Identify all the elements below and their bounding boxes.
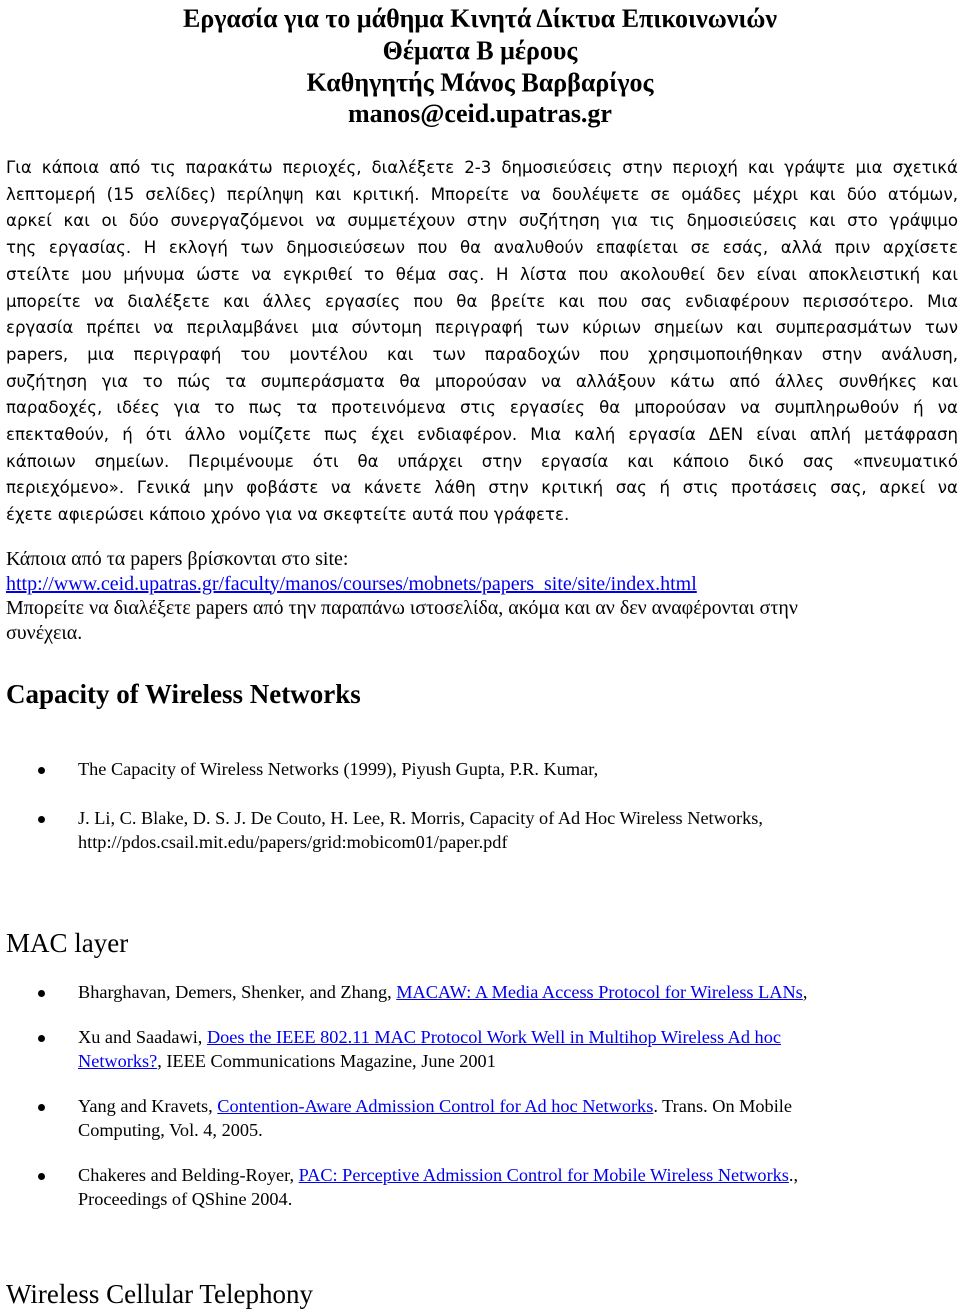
- papers-site-intro: Κάποια από τα papers βρίσκονται στο site:: [6, 548, 349, 570]
- intro-line: παραδοχές, ιδέες για το πως τα προτεινόμενα στις εργασίες θα μπορούσαν να συμπληρωθούν ή να: [6, 398, 958, 418]
- intro-line: επεκταθούν, ή ότι άλλο νομίζετε πως έχει ενδιαφέρον. Μια καλή εργασία ΔΕΝ είναι απλή μετάφραση: [6, 425, 958, 445]
- reference-authors: Yang and Kravets,: [78, 1096, 218, 1116]
- bullet-icon: [38, 767, 45, 774]
- reference-item: [78, 757, 938, 781]
- intro-line: λεπτομερή (15 σελίδες) περίληψη και κριτική. Μπορείτε να δουλέψετε σε ομάδες μέχρι και δύο ατόμων,: [6, 184, 958, 204]
- reference-suffix: , IEEE Communications Magazine, June 2001: [157, 1051, 496, 1071]
- intro-paragraph: [6, 155, 958, 529]
- reference-item: [78, 980, 938, 1004]
- bullet-icon: [38, 990, 45, 997]
- reference-text: J. Li, C. Blake, D. S. J. De Couto, H. Lee, R. Morris, Capacity of Ad Hoc Wireless Networks,: [78, 808, 763, 828]
- bullet-icon: [38, 1104, 45, 1111]
- reference-link-ieee80211[interactable]: Does the IEEE 802.11 MAC Protocol Work Well in Multihop Wireless Ad hoc: [206, 1027, 781, 1047]
- reference-url: http://pdos.csail.mit.edu/papers/grid:mobicom01/paper.pdf: [78, 832, 508, 852]
- reference-authors: Chakeres and Belding-Royer,: [78, 1165, 299, 1185]
- header-email: manos@ceid.upatras.gr: [348, 99, 612, 128]
- reference-link-pac[interactable]: PAC: Perceptive Admission Control for Mobile Wireless Networks: [298, 1165, 789, 1185]
- intro-line: έχετε αφιερώσει κάποιο χρόνο για να σκεφτείτε αυτά που γράφετε.: [6, 505, 570, 525]
- header-professor: Καθηγητής Μάνος Βαρβαρίγος: [306, 68, 654, 97]
- intro-line: Για κάποια από τις παρακάτω περιοχές, διαλέξετε 2-3 δημοσιεύσεις στην περιοχή και γράψτε μια σχετικά: [6, 158, 958, 177]
- reference-authors: Bharghavan, Demers, Shenker, and Zhang,: [78, 982, 397, 1002]
- reference-venue: Computing, Vol. 4, 2005.: [78, 1120, 263, 1140]
- header-topics-part: Θέματα Β μέρους: [382, 36, 578, 65]
- papers-site-link[interactable]: http://www.ceid.upatras.gr/faculty/manos/courses/mobnets/papers_site/site/index.html: [6, 572, 697, 595]
- reference-suffix: .,: [788, 1165, 799, 1185]
- reference-text: The Capacity of Wireless Networks (1999), Piyush Gupta, P.R. Kumar,: [78, 759, 599, 779]
- reference-item: [78, 1025, 938, 1073]
- reference-link-contention[interactable]: Contention-Aware Admission Control for Ad hoc Networks: [217, 1096, 654, 1116]
- section-title-mac: MAC layer: [6, 928, 129, 958]
- intro-line: περιεχόμενο». Γενικά μην φοβάστε να κάνετε λάθη στην κριτική σας ή στις προτάσεις σας, αρκεί να: [6, 478, 958, 498]
- reference-suffix: ,: [802, 982, 808, 1002]
- intro-line: συζήτηση για το πώς τα συμπεράσματα θα μπορούσαν να αλλάξουν κάτω από άλλες συνθήκες και: [6, 371, 958, 391]
- bullet-icon: [38, 1035, 45, 1042]
- reference-item: [78, 1094, 938, 1142]
- intro-line: εργασία πρέπει να περιλαμβάνει μια σύντομη περιγραφή των κύριων σημείων και συμπερασμάτων των: [6, 318, 958, 338]
- papers-site-block: [6, 547, 958, 645]
- reference-venue: Proceedings of QShine 2004.: [78, 1189, 293, 1209]
- section-title-capacity: Capacity of Wireless Networks: [6, 679, 361, 709]
- reference-item: [78, 1163, 938, 1211]
- reference-authors: Xu and Saadawi,: [78, 1027, 207, 1047]
- intro-line: papers, μια περιγραφή του μοντέλου και των παραδοχών που χρησιμοποιήθηκαν στην ανάλυση,: [6, 344, 958, 364]
- reference-link-ieee80211-cont[interactable]: Networks?: [78, 1051, 158, 1071]
- papers-site-note: Μπορείτε να διαλέξετε papers από την παραπάνω ιστοσελίδα, ακόμα και αν δεν αναφέρονται στην: [6, 597, 798, 619]
- intro-line: αρκεί και οι δύο συνεργαζόμενοι να συμμετέχουν στην συζήτηση για τις δημοσιεύσεις και στο γράψιμο: [6, 211, 958, 231]
- reference-link-macaw[interactable]: MACAW: A Media Access Protocol for Wireless LANs: [396, 982, 803, 1002]
- intro-line: κάποιων σημείων. Περιμένουμε ότι θα υπάρχει στην εργασία και κάποιο δικό σας «πνευματικό: [6, 451, 958, 471]
- section-title-cellular: Wireless Cellular Telephony: [6, 1279, 313, 1309]
- intro-line: στείλτε μου μήνυμα ώστε να εγκριθεί το θέμα σας. Η λίστα που ακολουθεί δεν είναι αποκλειστική και: [6, 264, 958, 284]
- header-course-title: Εργασία για το μάθημα Κινητά Δίκτυα Επικοινωνιών: [182, 4, 778, 33]
- bullet-icon: [38, 816, 45, 823]
- intro-line: μπορείτε να διαλέξετε και άλλες εργασίες που θα βρείτε και που σας ενδιαφέρουν περισσότερο. Μια: [6, 291, 958, 311]
- bullet-icon: [38, 1173, 45, 1180]
- papers-site-note-end: συνέχεια.: [6, 621, 83, 644]
- reference-suffix: . Trans. On Mobile: [653, 1096, 792, 1116]
- reference-item: [78, 806, 938, 854]
- intro-line: της εργασίας. Η εκλογή των δημοσιεύσεων που θα αναλυθούν επαφίεται σε εσάς, αλλά πριν αρχίσετε: [6, 238, 958, 258]
